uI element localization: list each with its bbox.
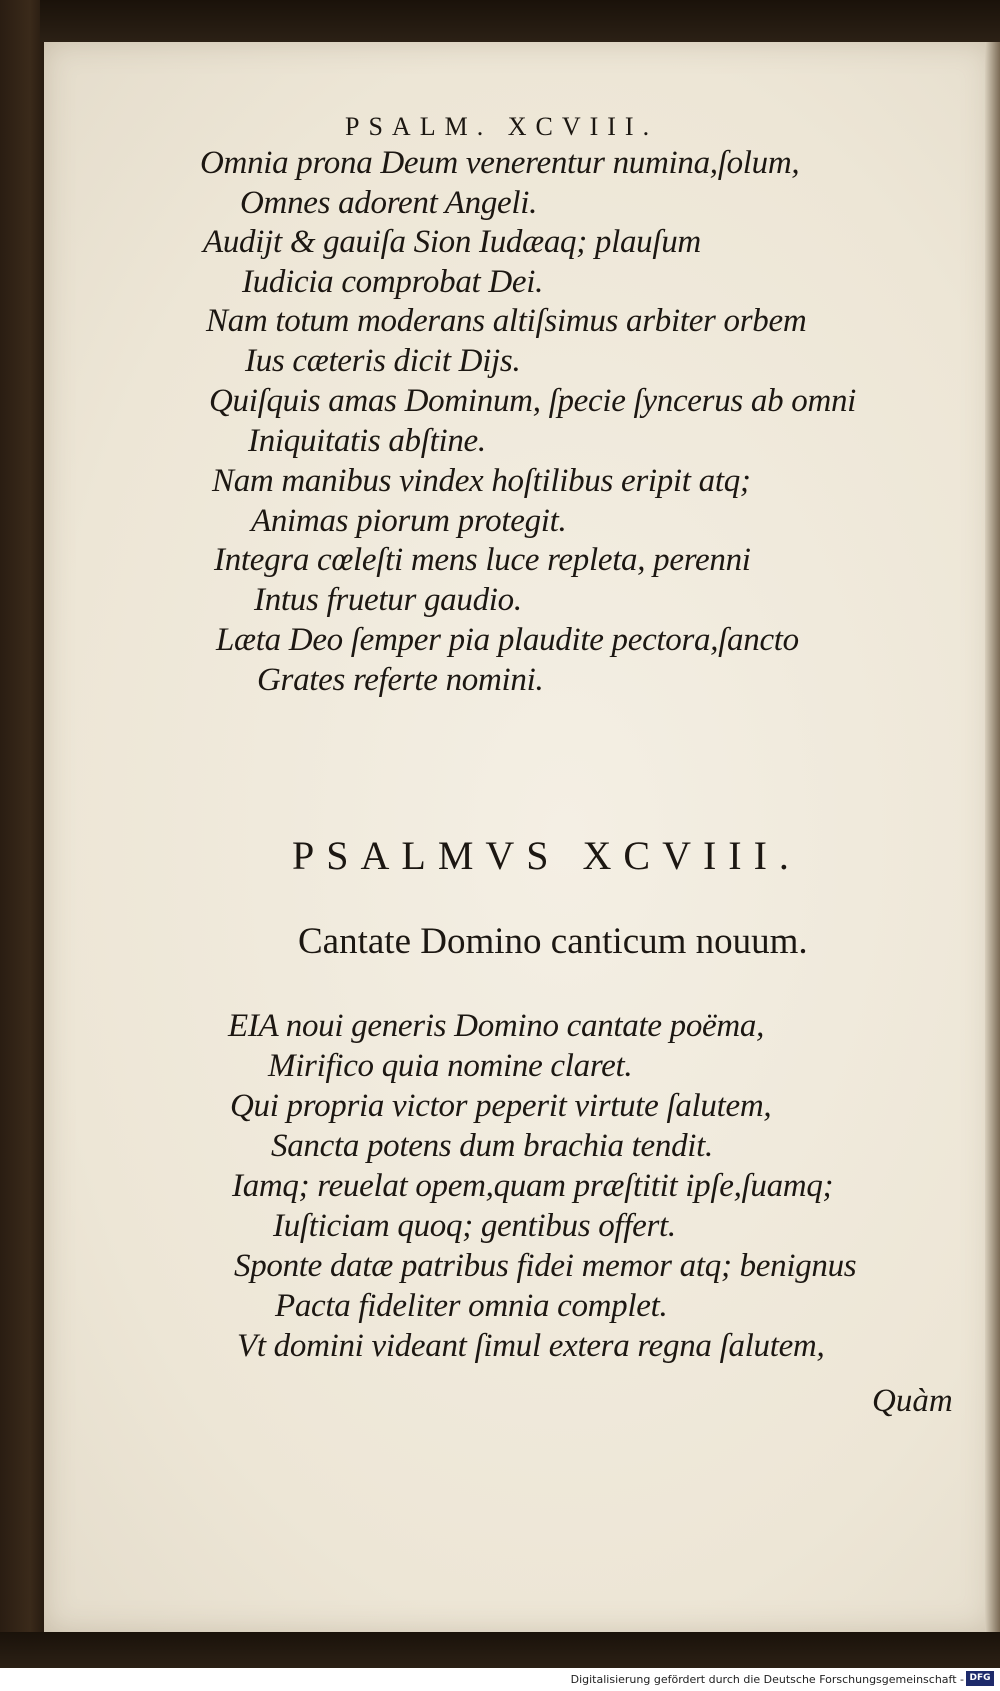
catchword: Quàm bbox=[872, 1383, 953, 1419]
page-right-edge bbox=[985, 42, 1000, 1632]
verse-line: Integra cœleſti mens luce repleta, perenni bbox=[214, 542, 751, 578]
verse-line: Mirifico quia nomine claret. bbox=[268, 1048, 633, 1084]
verse-line: Grates referte nomini. bbox=[257, 662, 544, 698]
verse-line: Ius cæteris dicit Dijs. bbox=[245, 343, 521, 379]
verse-line: Quiſquis amas Dominum, ſpecie ſyncerus ab omni bbox=[209, 383, 857, 419]
psalm-incipit: Cantate Domino canticum nouum. bbox=[298, 921, 808, 962]
verse-line: Omnes adorent Angeli. bbox=[240, 185, 538, 221]
verse-line: Vt domini videant ſimul extera regna ſalutem, bbox=[237, 1328, 825, 1364]
verse-line: Qui propria victor peperit virtute ſalutem, bbox=[230, 1088, 772, 1124]
digitization-credit: Digitalisierung gefördert durch die Deutsche Forschungsgemeinschaft - bbox=[570, 1673, 964, 1686]
verse-line: Sponte datæ patribus fidei memor atq; benignus bbox=[234, 1248, 857, 1284]
book-edge-bottom bbox=[0, 1632, 1000, 1668]
verse-line: Iamq; reuelat opem,quam præſtitit ipſe,ſuamq; bbox=[232, 1168, 834, 1204]
verse-line: EIA noui generis Domino cantate poëma, bbox=[228, 1008, 765, 1044]
verse-line: Animas piorum protegit. bbox=[251, 503, 567, 539]
verse-line: Pacta fideliter omnia complet. bbox=[275, 1288, 668, 1324]
book-edge-top bbox=[40, 0, 1000, 42]
verse-line: Omnia prona Deum venerentur numina,ſolum, bbox=[200, 145, 800, 181]
verse-line: Sancta potens dum brachia tendit. bbox=[271, 1128, 713, 1164]
verse-line: Nam totum moderans altiſsimus arbiter orbem bbox=[206, 303, 807, 339]
verse-line: Iniquitatis abſtine. bbox=[248, 423, 486, 459]
running-head: PSALM. XCVIII. bbox=[345, 112, 659, 141]
verse-line: Iudicia comprobat Dei. bbox=[242, 264, 544, 300]
verse-line: Intus fruetur gaudio. bbox=[254, 582, 522, 618]
dfg-logo: DFG bbox=[966, 1671, 994, 1686]
verse-line: Audijt & gauiſa Sion Iudæaq; plauſum bbox=[203, 224, 701, 260]
verse-line: Læta Deo ſemper pia plaudite pectora,ſancto bbox=[216, 622, 799, 658]
verse-line: Iuſticiam quoq; gentibus offert. bbox=[273, 1208, 676, 1244]
psalm-heading: PSALMVS XCVIII. bbox=[292, 833, 801, 878]
verse-line: Nam manibus vindex hoſtilibus eripit atq; bbox=[212, 463, 751, 499]
